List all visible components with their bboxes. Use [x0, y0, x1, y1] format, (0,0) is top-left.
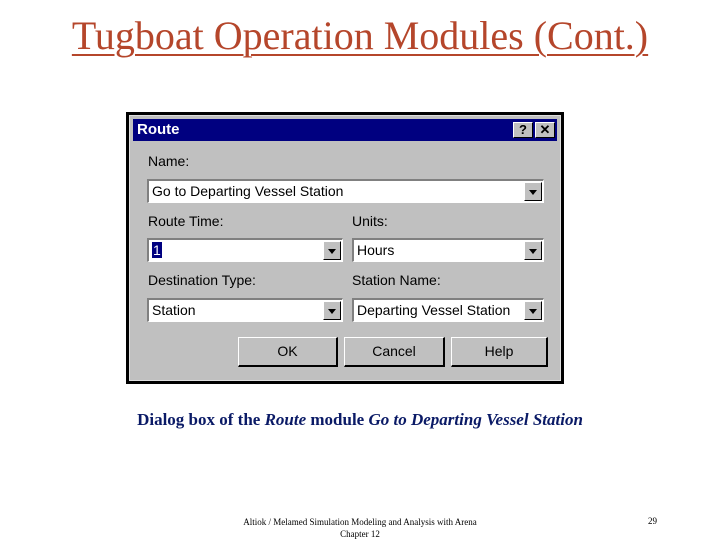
cancel-button[interactable]: Cancel — [344, 337, 445, 367]
dialog-titlebar[interactable] — [133, 119, 557, 141]
station-name-combobox[interactable] — [352, 298, 544, 322]
chevron-down-icon[interactable] — [323, 241, 341, 260]
units-label: Units: — [352, 213, 388, 229]
units-value: Hours — [357, 242, 395, 258]
units-combobox[interactable] — [352, 238, 544, 262]
route-time-value: 1 — [153, 242, 161, 258]
page-number: 29 — [648, 516, 657, 526]
chevron-down-icon[interactable] — [524, 241, 542, 260]
close-icon[interactable]: ✕ — [535, 122, 555, 138]
caption-text-1: Dialog box of the — [137, 410, 265, 429]
station-name-value: Departing Vessel Station — [357, 302, 511, 318]
name-value: Go to Departing Vessel Station — [152, 183, 344, 199]
figure-caption — [0, 410, 720, 430]
name-label: Name: — [148, 153, 190, 169]
caption-text-2: module — [306, 410, 369, 429]
footer-line-1: Altiok / Melamed Simulation Modeling and Analysis with Arena — [243, 517, 477, 527]
help-button[interactable]: Help — [451, 337, 548, 367]
destination-type-label: Destination Type: — [148, 272, 256, 288]
caption-module-label: Go to Departing Vessel Station — [368, 410, 583, 429]
route-time-combobox[interactable] — [147, 238, 343, 262]
help-question-icon[interactable]: ? — [513, 122, 533, 138]
dialog-title: Route — [137, 121, 180, 138]
route-time-label: Route Time: — [148, 213, 224, 229]
destination-type-value: Station — [152, 302, 196, 318]
chevron-down-icon[interactable] — [524, 301, 542, 320]
chevron-down-icon[interactable] — [524, 182, 542, 201]
ok-button[interactable]: OK — [238, 337, 338, 367]
route-dialog — [129, 115, 561, 381]
footer-line-2: Chapter 12 — [340, 529, 380, 539]
slide-footer — [170, 516, 550, 540]
destination-type-combobox[interactable] — [147, 298, 343, 322]
station-name-label: Station Name: — [352, 272, 441, 288]
caption-module-name: Route — [264, 410, 307, 429]
chevron-down-icon[interactable] — [323, 301, 341, 320]
name-combobox[interactable] — [147, 179, 544, 203]
slide-title: Tugboat Operation Modules (Cont.) — [71, 13, 649, 58]
